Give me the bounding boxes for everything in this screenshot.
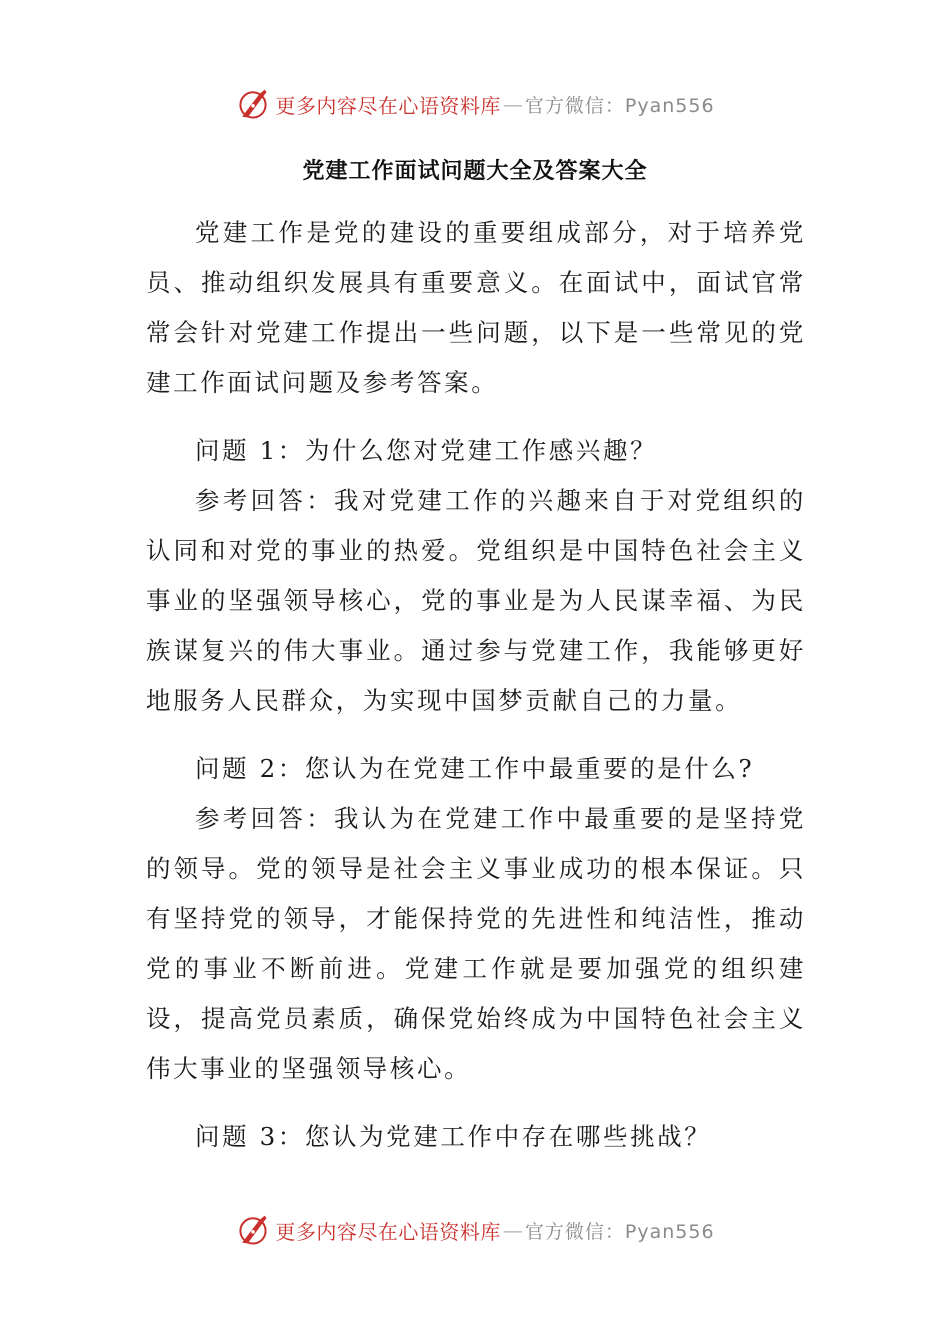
watermark-dash: — [502,1218,523,1242]
answer-2: 参考回答：我认为在党建工作中最重要的是坚持党的领导。党的领导是社会主义事业成功的根本保证。只有坚持党的领导，才能保持党的先进性和纯洁性，推动党的事业不断前进。党建工作就是要加强党的组织建设，提高党员素质，确保党始终成为中国特色社会主义伟大事业的坚强领导核心。 [146,804,806,1083]
watermark-text: 更多内容尽在心语资料库 [275,1219,501,1244]
pen-nib-circle-icon [235,86,271,122]
question-2: 问题 2：您认为在党建工作中最重要的是什么? [195,754,755,783]
watermark-account: 官方微信：Pyan556 [524,94,715,117]
header-watermark [0,82,950,126]
watermark-dash: — [502,92,523,116]
document-body [146,208,806,1162]
pen-nib-circle-icon [235,1212,271,1248]
document-title: 党建工作面试问题大全及答案大全 [302,159,648,184]
intro-paragraph: 党建工作是党的建设的重要组成部分，对于培养党员、推动组织发展具有重要意义。在面试中，面试官常常会针对党建工作提出一些问题，以下是一些常见的党建工作面试问题及参考答案。 [146,218,806,397]
question-3: 问题 3：您认为党建工作中存在哪些挑战？ [195,1122,712,1151]
footer-watermark [0,1208,950,1252]
answer-1: 参考回答：我对党建工作的兴趣来自于对党组织的认同和对党的事业的热爱。党组织是中国特色社会主义事业的坚强领导核心，党的事业是为人民谋幸福、为民族谋复兴的伟大事业。通过参与党建工作，我能够更好地服务人民群众，为实现中国梦贡献自己的力量。 [146,486,806,715]
watermark-account: 官方微信：Pyan556 [524,1220,715,1243]
question-1: 问题 1：为什么您对党建工作感兴趣？ [195,436,658,465]
watermark-text: 更多内容尽在心语资料库 [275,93,501,118]
